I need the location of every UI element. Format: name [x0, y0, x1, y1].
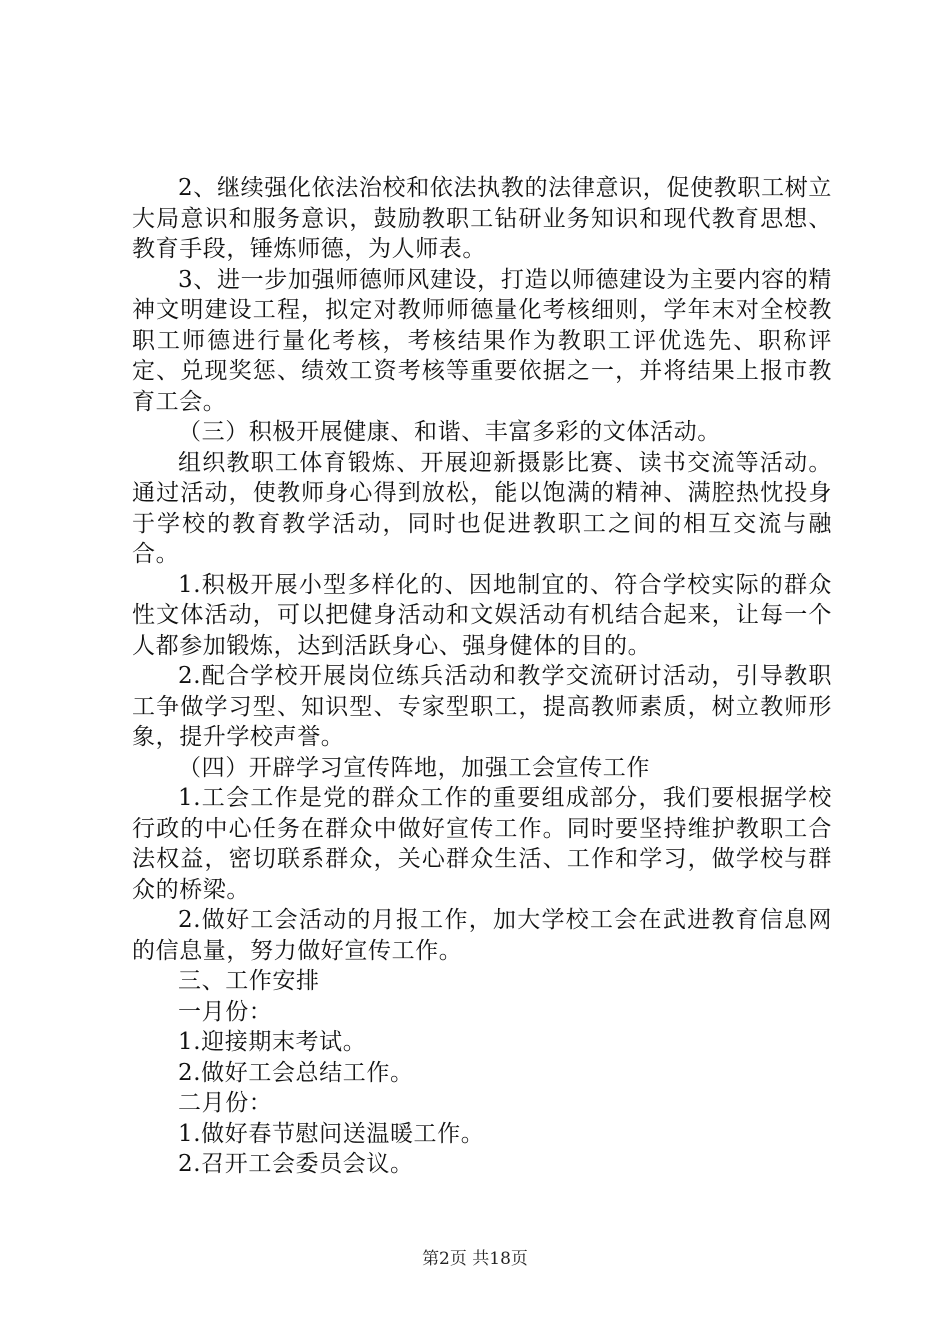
list-item: 2.做好工会总结工作。	[178, 1059, 414, 1086]
paragraph: 2、继续强化依法治校和依法执教的法律意识，促使教职工树立大局意识和服务意识，鼓励教职工钻研业务知识和现代教育思想、教育手段，锤炼师德，为人师表。	[132, 175, 832, 262]
paragraph: 2.做好工会活动的月报工作，加大学校工会在武进教育信息网的信息量，努力做好宣传工作。	[132, 907, 832, 964]
paragraph: 3、进一步加强师德师风建设，打造以师德建设为主要内容的精神文明建设工程，拟定对教师师德量化考核细则，学年末对全校教职工师德进行量化考核，考核结果作为教职工评优选先、职称评定、兑现奖惩、绩效工资考核等重要依据之一，并将结果上报市教育工会。	[132, 266, 832, 415]
list-item: 1.迎接期末考试。	[178, 1029, 367, 1055]
document-body	[132, 173, 832, 1180]
section-heading: （四）开辟学习宣传阵地，加强工会宣传工作	[178, 754, 650, 781]
paragraph: 2.配合学校开展岗位练兵活动和教学交流研讨活动，引导教职工争做学习型、知识型、专家型职工，提高教师素质，树立教师形象，提升学校声誉。	[132, 663, 832, 750]
page-number-footer: 第2页 共18页	[422, 1249, 528, 1269]
paragraph: 1.工会工作是党的群众工作的重要组成部分，我们要根据学校行政的中心任务在群众中做好宣传工作。同时要坚持维护教职工合法权益，密切联系群众，关心群众生活、工作和学习，做学校与群众的桥梁。	[132, 785, 832, 903]
paragraph: 1.积极开展小型多样化的、因地制宜的、符合学校实际的群众性文体活动，可以把健身活动和文娱活动有机结合起来，让每一个人都参加锻炼，达到活跃身心、强身健体的目的。	[132, 571, 832, 659]
paragraph: 组织教职工体育锻炼、开展迎新摄影比赛、读书交流等活动。通过活动，使教师身心得到放松，能以饱满的精神、满腔热忱投身于学校的教育教学活动，同时也促进教职工之间的相互交流与融合。	[132, 449, 832, 567]
section-heading: 三、工作安排	[178, 968, 320, 994]
section-heading: （三）积极开展健康、和谐、丰富多彩的文体活动。	[178, 419, 721, 445]
month-heading: 一月份：	[178, 998, 273, 1025]
list-item: 2.召开工会委员会议。	[178, 1151, 414, 1177]
list-item: 1.做好春节慰问送温暖工作。	[178, 1120, 485, 1147]
month-heading: 二月份：	[178, 1090, 273, 1116]
